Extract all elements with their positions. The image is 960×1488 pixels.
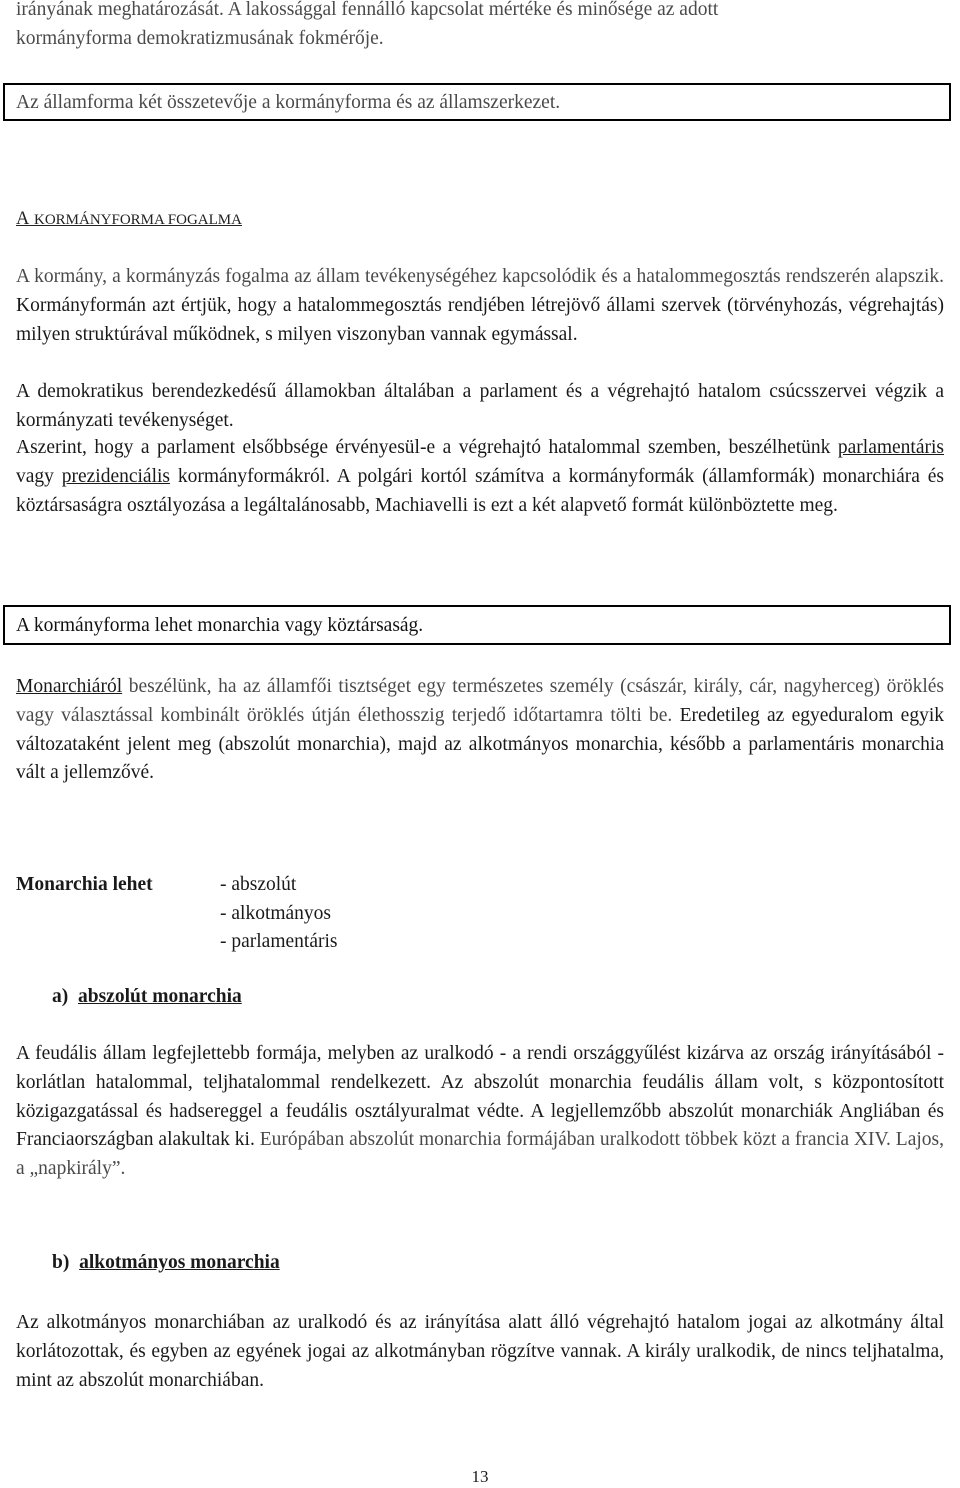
para4-history: Eredetileg az egyeduralom egyik változataként jelent meg (abszolút monarchia), majd az alkotmányos monarchia, később a parlamentáris monarchia vált a jellemzővé. bbox=[16, 704, 944, 784]
subheading-b-letter: b) bbox=[52, 1252, 70, 1273]
section-heading bbox=[16, 209, 242, 229]
para1-definition: Kormányformán azt értjük, hogy a hatalommegosztás rendjében létrejövő állami szervek (törvényhozás, végrehajtás) milyen struktúrával működnek, s milyen viszonyban vannak egymással. bbox=[16, 294, 944, 345]
paragraph-demokratikus bbox=[16, 378, 944, 436]
section-b-text: Az alkotmányos monarchiában az uralkodó és az irányítása alatt álló végrehajtó hatalom jogai az alkotmány által korlátozottak, és egyben az egyének jogai az alkotmányban rögzítve vannak. A király uralkodik, de nincs teljhatalma, mint az abszolút monarchiában. bbox=[16, 1312, 944, 1391]
list-item-parlamentaris: - parlamentáris bbox=[220, 931, 338, 952]
para2-text: A demokratikus berendezkedésű államokban általában a parlament és a végrehajtó hatalom csúcsszervei végzik a kormányzati tevékenységet. bbox=[16, 381, 944, 431]
list-item-alkotmanyos: - alkotmányos bbox=[220, 902, 332, 924]
highlight-box-monarchia-koztarsasag bbox=[3, 605, 951, 645]
subheading-a-letter: a) bbox=[52, 986, 69, 1007]
para3-part1: Aszerint, hogy a parlament elsőbbsége érvényesül-e a végrehajtó hatalommal szemben, beszélhetünk bbox=[16, 437, 831, 458]
link-prezidencialis[interactable]: prezidenciális bbox=[61, 465, 171, 487]
monarchia-list-label: Monarchia lehet bbox=[16, 874, 153, 895]
para1-intro: A kormány, a kormányzás fogalma az állam tevékenységéhez kapcsolódik és a hatalommegosztás rendszerén alapszik. bbox=[16, 266, 944, 287]
section-heading-kormanyforma bbox=[16, 208, 944, 230]
para3-part2: vagy bbox=[16, 465, 54, 487]
para4-definition: beszélünk, ha az államfői tisztséget egy természetes személy (császár, király, cár, nagyherceg) öröklés vagy választással kombinált öröklés útján élethosszig terjedő időtartamra tölti be. bbox=[16, 676, 945, 726]
section-a-text: A feudális állam legfejlettebb formája, melyben az uralkodó - a rendi országgyűlést kizárva az ország irányításából - korlátlan hatalommal, teljhatalommal rendelkezett. Az abszolút monarchia feudális állam volt, s központosított közigazgatással és hadsereggel a feudális osztályuralmat védte. A legjellemzőbb abszolút monarchiák Angliában és Franciaországban alakultak ki. bbox=[16, 1043, 944, 1151]
paragraph-parlament bbox=[16, 434, 944, 520]
term-monarchiarol: Monarchiáról bbox=[16, 676, 123, 697]
highlight-box-text: Az államforma két összetevője a kormányforma és az államszerkezet. bbox=[16, 92, 561, 113]
heading-rest: KORMÁNYFORMA FOGALMA bbox=[34, 212, 242, 228]
page-number: 13 bbox=[471, 1467, 489, 1486]
subheading-alkotmanyos-monarchia bbox=[52, 1252, 280, 1274]
paragraph-kormanyforma-definition bbox=[16, 263, 944, 349]
list-item-abszolut: - abszolút bbox=[220, 874, 297, 895]
top-line-2: kormányforma demokratizmusának fokmérője. bbox=[16, 27, 384, 49]
top-line-1: irányának meghatározását. A lakossággal fennálló kapcsolat mértéke és minősége az adott bbox=[16, 0, 719, 20]
subheading-abszolut-monarchia bbox=[52, 986, 242, 1008]
highlight-box-allamforma bbox=[3, 83, 951, 121]
paragraph-monarchia bbox=[16, 673, 944, 788]
highlight-box-2-text: A kormányforma lehet monarchia vagy köztársaság. bbox=[16, 615, 424, 636]
paragraph-abszolut-monarchia bbox=[16, 1040, 944, 1184]
top-paragraph bbox=[16, 0, 944, 54]
section-a-example: Európában abszolút monarchia formájában uralkodott többek közt a francia XIV. Lajos, a „napkirály”. bbox=[16, 1129, 945, 1180]
subheading-b-title: alkotmányos monarchia bbox=[79, 1252, 280, 1273]
paragraph-alkotmanyos-monarchia bbox=[16, 1309, 944, 1395]
para3-part3: kormányformákról. A polgári kortól számítva a kormányformák (államformák) monarchiára és köztársaságra osztályozása a legáltalánosabb, Machiavelli is ezt a két alapvető formát különböztette meg. bbox=[16, 465, 945, 516]
link-parlamentaris[interactable]: parlamentáris bbox=[837, 437, 945, 458]
subheading-a-title: abszolút monarchia bbox=[78, 986, 242, 1007]
heading-initial: A bbox=[16, 209, 30, 229]
